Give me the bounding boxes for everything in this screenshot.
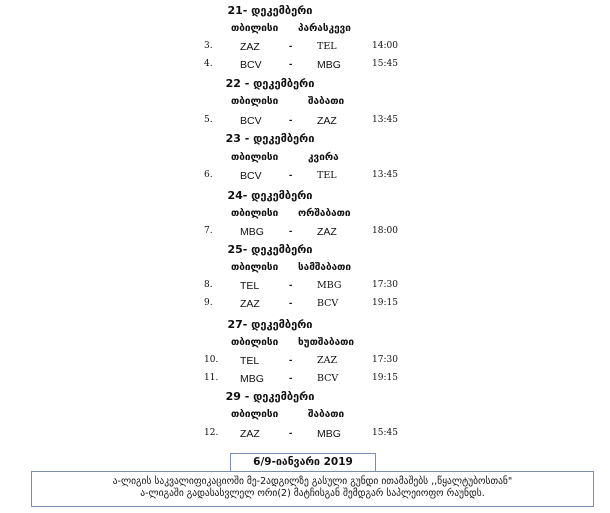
day-6-weekday: ხუთშაბათი [298, 337, 355, 348]
day-5-date: 25- დეკემბერი [227, 243, 313, 256]
match-time: 17:30 [372, 355, 398, 365]
match-row [0, 355, 610, 369]
match-separator: - [289, 355, 293, 366]
home-team: ZAZ [240, 298, 260, 310]
day-4-date: 24- დეკემბერი [227, 189, 313, 202]
match-separator: - [289, 373, 293, 384]
match-time: 14:00 [372, 41, 398, 51]
match-separator: - [289, 280, 293, 291]
home-team: BCV [240, 170, 262, 182]
match-number: 10. [204, 355, 219, 365]
match-time: 13:45 [372, 170, 398, 180]
day-1-weekday: პარასკევი [298, 23, 351, 34]
day-6-date: 27- დეკემბერი [227, 318, 313, 331]
away-team: TEL [317, 170, 337, 181]
note-line-1: ა-ლიგის საკვალიფიკაციოში მე-2ადგილზე გასული გუნდი ითამაშებს ,,წყალტუბოსთან" [112, 476, 513, 487]
note-box [31, 471, 594, 507]
home-team: MBG [240, 373, 264, 385]
day-1-date: 21- დეკემბერი [227, 4, 313, 17]
match-number: 5. [204, 115, 213, 125]
match-number: 4. [204, 59, 213, 69]
match-row [0, 226, 610, 240]
match-row [0, 373, 610, 387]
away-team: MBG [317, 428, 341, 440]
match-time: 13:45 [372, 115, 398, 125]
away-team: BCV [317, 373, 339, 384]
away-team: MBG [317, 59, 341, 71]
match-number: 12. [204, 428, 219, 438]
match-time: 19:15 [372, 373, 398, 383]
match-time: 15:45 [372, 59, 398, 69]
match-number: 9. [204, 298, 213, 308]
match-number: 6. [204, 170, 213, 180]
day-6-city: თბილისი [231, 337, 279, 348]
away-team: ZAZ [317, 355, 338, 366]
day-2-city: თბილისი [231, 96, 279, 107]
match-separator: - [289, 170, 293, 181]
day-1-city: თბილისი [231, 23, 279, 34]
away-team: MBG [317, 280, 342, 291]
match-separator: - [289, 59, 293, 70]
home-team: TEL [240, 280, 260, 292]
note-line-2: ა-ლიგაში გადასასვლელ ორი(2) მატჩისგან შემდგარ საპლეიოფო რაუნდს. [140, 488, 485, 499]
match-separator: - [289, 428, 293, 439]
match-time: 18:00 [372, 226, 398, 236]
match-number: 8. [204, 280, 213, 290]
day-7-city: თბილისი [231, 409, 279, 420]
match-number: 11. [204, 373, 219, 383]
match-row [0, 59, 610, 73]
day-3-weekday: კვირა [308, 152, 339, 163]
day-5-weekday: სამშაბათი [298, 262, 352, 273]
match-number: 7. [204, 226, 213, 236]
match-separator: - [289, 226, 293, 237]
match-row [0, 298, 610, 312]
match-time: 19:15 [372, 298, 398, 308]
home-team: TEL [240, 355, 260, 367]
day-2-date: 22 - დეკემბერი [225, 77, 315, 90]
day-7-date: 29 - დეკემბერი [225, 390, 315, 403]
away-team: ZAZ [317, 115, 337, 127]
day-2-weekday: შაბათი [308, 96, 345, 107]
match-time: 17:30 [372, 280, 398, 290]
day-4-city: თბილისი [231, 208, 279, 219]
away-team: ZAZ [317, 226, 337, 238]
match-number: 3. [204, 41, 213, 51]
away-team: TEL [317, 41, 337, 52]
day-5-city: თბილისი [231, 262, 279, 273]
match-row [0, 115, 610, 129]
home-team: ZAZ [240, 428, 260, 440]
home-team: BCV [240, 59, 262, 71]
match-time: 15:45 [372, 428, 398, 438]
day-3-date: 23 - დეკემბერი [225, 132, 315, 145]
home-team: MBG [240, 226, 264, 238]
home-team: ZAZ [240, 41, 260, 53]
match-row [0, 170, 610, 184]
day-4-weekday: ორშაბათი [298, 208, 351, 219]
match-separator: - [289, 41, 293, 52]
match-row [0, 280, 610, 294]
match-separator: - [289, 115, 293, 126]
final-date-box: 6/9-იანვარი 2019 [230, 453, 376, 472]
day-7-weekday: შაბათი [308, 409, 345, 420]
match-separator: - [289, 298, 293, 309]
home-team: BCV [240, 115, 262, 127]
day-3-city: თბილისი [231, 152, 279, 163]
away-team: BCV [317, 298, 339, 309]
match-row [0, 428, 610, 442]
match-row [0, 41, 610, 55]
